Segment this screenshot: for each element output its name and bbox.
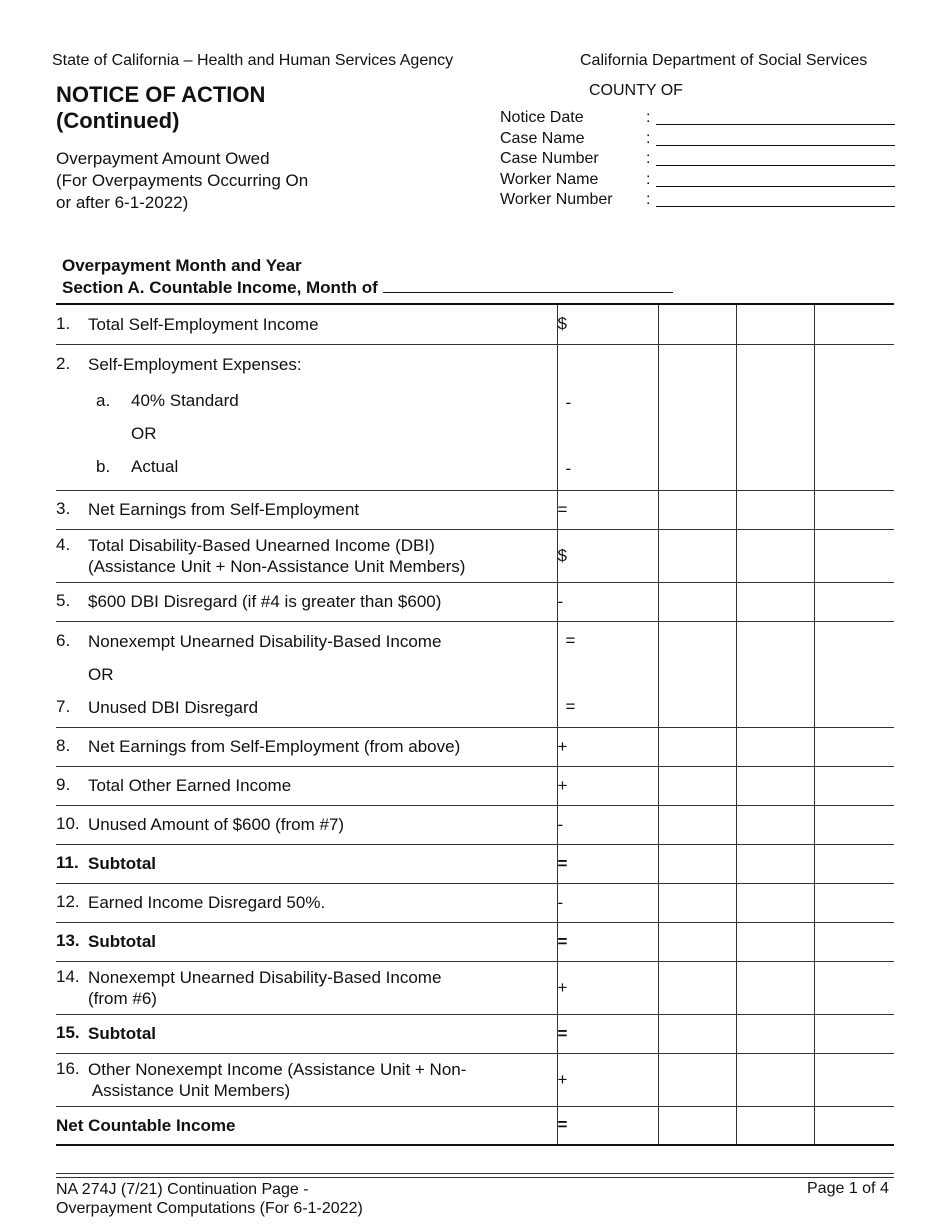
month-cell[interactable] [658, 304, 736, 344]
month-cell[interactable] [658, 961, 736, 1014]
table-row [56, 1053, 894, 1106]
row-number: 3. [56, 499, 71, 518]
table-row [56, 961, 894, 1014]
amount-cell[interactable] [557, 961, 658, 1014]
operator-symbol: = [565, 696, 576, 716]
operator-symbol: + [557, 736, 568, 756]
month-cell[interactable] [658, 922, 736, 961]
month-cell[interactable] [736, 922, 814, 961]
month-cell[interactable] [658, 529, 736, 582]
row-description [56, 1053, 557, 1106]
operator-symbol: = [565, 630, 576, 650]
month-cell[interactable] [658, 1014, 736, 1053]
amount-cell[interactable] [557, 344, 658, 490]
table-row [56, 883, 894, 922]
form-id-line-2: Overpayment Computations (For 6-1-2022) [56, 1200, 363, 1217]
row-number: 15. [56, 1023, 80, 1042]
amount-cell[interactable] [557, 883, 658, 922]
field-colon: : [646, 191, 651, 208]
row-label: Net Earnings from Self-Employment (from above) [88, 737, 461, 756]
row-description [56, 1014, 557, 1053]
operator-symbol: = [557, 853, 568, 873]
operator-symbol: - [565, 458, 572, 478]
month-cell[interactable] [658, 766, 736, 805]
month-cell[interactable] [814, 961, 894, 1014]
month-cell[interactable] [658, 727, 736, 766]
notice-date-field[interactable] [500, 109, 895, 129]
row-label: Subtotal [88, 854, 156, 873]
row-number: 9. [56, 775, 71, 794]
month-cell[interactable] [814, 529, 894, 582]
month-cell[interactable] [736, 805, 814, 844]
row-label: Unused Amount of $600 (from #7) [88, 815, 345, 834]
case-number-input[interactable] [656, 165, 895, 166]
amount-cell[interactable] [557, 922, 658, 961]
amount-cell[interactable] [557, 1053, 658, 1106]
sub-item-label: 40% Standard [131, 390, 239, 410]
month-cell[interactable] [814, 304, 894, 344]
month-cell[interactable] [736, 883, 814, 922]
month-cell[interactable] [658, 490, 736, 529]
month-cell[interactable] [814, 1053, 894, 1106]
row-number: 1. [56, 313, 71, 333]
month-cell[interactable] [736, 490, 814, 529]
amount-cell[interactable] [557, 1106, 658, 1145]
amount-cell[interactable] [557, 844, 658, 883]
row-number: 13. [56, 931, 80, 950]
row-number: 8. [56, 736, 71, 755]
table-row [56, 490, 894, 529]
row-label: Self-Employment Expenses: [88, 354, 302, 374]
case-name-input[interactable] [656, 145, 895, 146]
operator-symbol: - [565, 392, 572, 412]
month-cell[interactable] [658, 582, 736, 621]
operator-symbol: = [557, 1023, 568, 1043]
amount-cell[interactable] [557, 304, 658, 344]
field-colon: : [646, 130, 651, 147]
amount-cell[interactable] [557, 805, 658, 844]
or-text: OR [131, 423, 157, 443]
amount-cell[interactable] [557, 582, 658, 621]
operator-symbol: - [557, 814, 564, 834]
month-cell[interactable] [814, 344, 894, 490]
row-label-line-1: Nonexempt Unearned Disability-Based Income [88, 967, 442, 987]
month-cell[interactable] [736, 582, 814, 621]
amount-cell[interactable] [557, 766, 658, 805]
footer-divider [56, 1177, 894, 1178]
month-cell[interactable] [814, 490, 894, 529]
row-label-line-2: Assistance Unit Members) [88, 1080, 291, 1100]
month-cell[interactable] [814, 883, 894, 922]
row-number: 10. [56, 814, 80, 833]
month-cell[interactable] [814, 727, 894, 766]
row-description [56, 961, 557, 1014]
operator-symbol: $ [557, 545, 567, 565]
field-colon: : [646, 109, 651, 126]
row-description [56, 766, 557, 805]
table-row [56, 304, 894, 344]
table-row [56, 582, 894, 621]
month-cell[interactable] [658, 805, 736, 844]
row-description [56, 883, 557, 922]
operator-symbol: - [557, 591, 564, 611]
form-id-line-1: NA 274J (7/21) Continuation Page - [56, 1181, 309, 1198]
worker-name-field[interactable] [500, 171, 895, 191]
worker-name-input[interactable] [656, 186, 895, 187]
row-description [56, 1106, 557, 1145]
row-number: 16. [56, 1058, 80, 1078]
subtitle-line-3: or after 6-1-2022) [56, 193, 189, 212]
month-cell[interactable] [658, 621, 736, 727]
month-cell[interactable] [658, 1053, 736, 1106]
month-cell[interactable] [658, 844, 736, 883]
row-label-line-1: Other Nonexempt Income (Assistance Unit + Non- [88, 1059, 467, 1079]
row-label: Net Countable Income [56, 1115, 236, 1135]
table-row [56, 844, 894, 883]
county-label: COUNTY OF [589, 82, 683, 99]
row-number: 12. [56, 892, 80, 911]
table-row [56, 1014, 894, 1053]
section-a-label: Section A. Countable Income, Month of [62, 278, 378, 297]
sub-item-letter: b. [96, 456, 111, 476]
month-cell[interactable] [736, 344, 814, 490]
amount-cell[interactable] [557, 490, 658, 529]
row-number: 14. [56, 966, 80, 986]
month-cell[interactable] [814, 766, 894, 805]
table-row [56, 621, 894, 727]
row-label: Net Earnings from Self-Employment [88, 500, 360, 519]
month-cell[interactable] [736, 304, 814, 344]
row-label: Total Other Earned Income [88, 776, 292, 795]
row-number: 6. [56, 630, 71, 650]
table-row [56, 529, 894, 582]
month-cell[interactable] [814, 621, 894, 727]
row-label: Earned Income Disregard 50%. [88, 893, 326, 912]
income-computation-table [56, 303, 894, 1146]
operator-symbol: = [557, 931, 568, 951]
case-number-field[interactable] [500, 150, 895, 170]
department-name: California Department of Social Services [580, 52, 868, 69]
row-number: 7. [56, 696, 71, 716]
page-title [56, 82, 265, 134]
row-description [56, 490, 557, 529]
worker-number-input[interactable] [656, 206, 895, 207]
row-label: Unused DBI Disregard [88, 697, 259, 717]
row-description [56, 582, 557, 621]
or-text: OR [88, 664, 114, 684]
month-cell[interactable] [814, 844, 894, 883]
row-label: Subtotal [88, 932, 156, 951]
row-label-line-1: Total Disability-Based Unearned Income (DBI) [88, 535, 435, 555]
month-cell[interactable] [736, 1053, 814, 1106]
row-description [56, 805, 557, 844]
field-colon: : [646, 150, 651, 167]
amount-cell[interactable] [557, 1014, 658, 1053]
subtitle-line-1: Overpayment Amount Owed [56, 149, 270, 168]
table-row [56, 766, 894, 805]
title-line-1: NOTICE OF ACTION [56, 82, 266, 107]
row-description [56, 844, 557, 883]
month-cell[interactable] [736, 844, 814, 883]
row-description [56, 529, 557, 582]
case-name-label: Case Name [500, 130, 585, 147]
agency-name: State of California – Health and Human Services Agency [52, 52, 454, 69]
row-label-line-2: (from #6) [88, 988, 157, 1008]
operator-symbol: + [557, 775, 568, 795]
worker-number-label: Worker Number [500, 191, 613, 208]
worker-number-field[interactable] [500, 191, 895, 211]
sub-item-label: Actual [131, 456, 179, 476]
form-identifier [56, 1180, 363, 1218]
month-cell[interactable] [736, 961, 814, 1014]
table-row [56, 727, 894, 766]
row-description [56, 304, 557, 344]
operator-symbol: = [557, 499, 568, 519]
row-description [56, 344, 557, 490]
month-cell[interactable] [736, 529, 814, 582]
subtitle-line-2: (For Overpayments Occurring On [56, 171, 309, 190]
month-cell[interactable] [658, 344, 736, 490]
month-cell[interactable] [814, 922, 894, 961]
operator-symbol: $ [557, 314, 567, 334]
month-cell[interactable] [658, 883, 736, 922]
table-row [56, 922, 894, 961]
row-number: 2. [56, 353, 71, 373]
notice-date-label: Notice Date [500, 109, 584, 126]
amount-cell[interactable] [557, 727, 658, 766]
page-subtitle [56, 148, 308, 214]
month-cell[interactable] [736, 766, 814, 805]
month-of-input[interactable] [383, 277, 673, 293]
page-number: Page 1 of 4 [807, 1180, 889, 1197]
row-number: 11. [56, 853, 79, 872]
notice-date-input[interactable] [656, 124, 895, 125]
operator-symbol: + [557, 1069, 568, 1089]
title-line-2: (Continued) [56, 108, 180, 133]
operator-symbol: + [557, 977, 568, 997]
month-cell[interactable] [736, 1106, 814, 1145]
table-row [56, 805, 894, 844]
operator-symbol: = [557, 1115, 568, 1135]
sub-item-letter: a. [96, 390, 111, 410]
row-label: Subtotal [88, 1024, 156, 1043]
month-cell[interactable] [814, 1014, 894, 1053]
case-name-field[interactable] [500, 130, 895, 150]
section-a-heading [62, 277, 673, 299]
month-cell[interactable] [658, 1106, 736, 1145]
amount-cell[interactable] [557, 621, 658, 727]
month-cell[interactable] [814, 1106, 894, 1145]
month-cell[interactable] [814, 805, 894, 844]
footer-divider [56, 1173, 894, 1174]
section-heading [62, 255, 673, 299]
month-cell[interactable] [736, 727, 814, 766]
row-label: Nonexempt Unearned Disability-Based Income [88, 631, 442, 651]
row-description [56, 727, 557, 766]
row-number: 5. [56, 591, 71, 610]
month-cell[interactable] [736, 621, 814, 727]
overpayment-month-heading: Overpayment Month and Year [62, 256, 302, 275]
month-cell[interactable] [736, 1014, 814, 1053]
row-description [56, 922, 557, 961]
table-row [56, 1106, 894, 1145]
amount-cell[interactable] [557, 529, 658, 582]
operator-symbol: - [557, 892, 564, 912]
row-description [56, 621, 557, 727]
row-label-line-2: (Assistance Unit + Non-Assistance Unit Members) [88, 556, 466, 576]
table-row [56, 344, 894, 490]
row-label: $600 DBI Disregard (if #4 is greater than $600) [88, 592, 442, 611]
case-number-label: Case Number [500, 150, 599, 167]
field-colon: : [646, 171, 651, 188]
worker-name-label: Worker Name [500, 171, 599, 188]
month-cell[interactable] [814, 582, 894, 621]
row-number: 4. [56, 534, 71, 554]
row-label: Total Self-Employment Income [88, 314, 319, 334]
